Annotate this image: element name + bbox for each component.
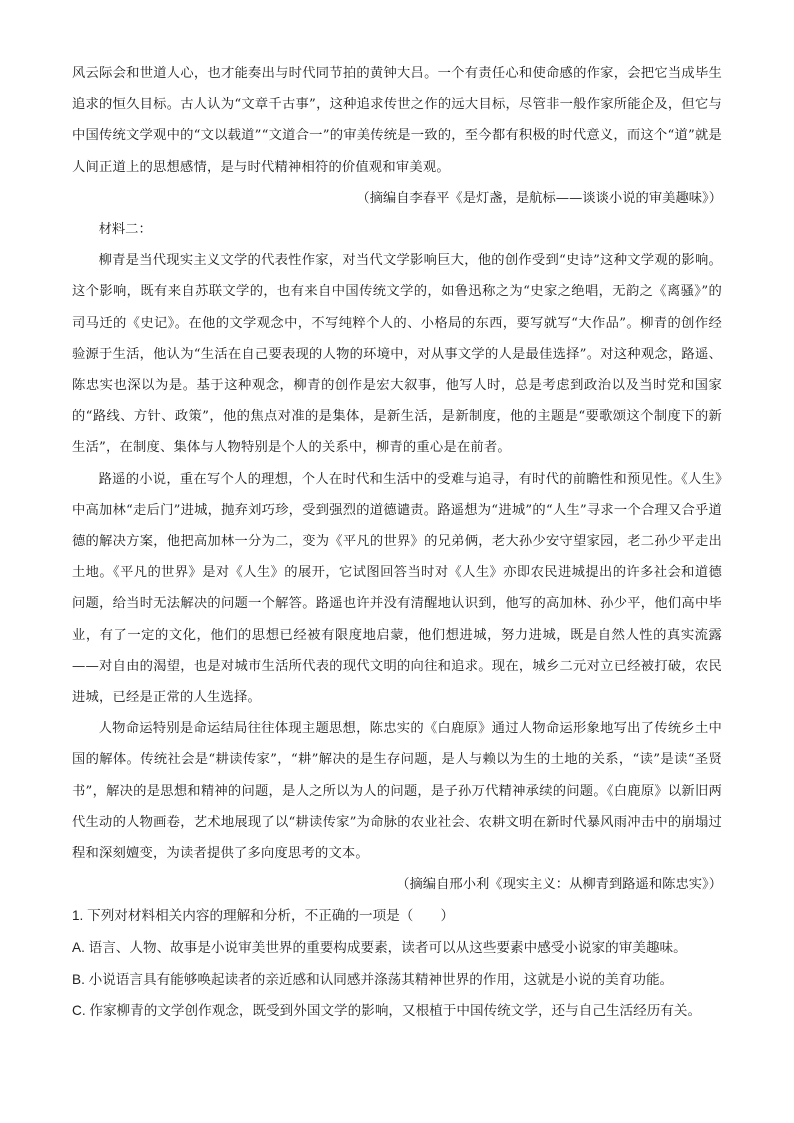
material2-paragraph-liuqing: 柳青是当代现实主义文学的代表性作家，对当代文学影响巨大，他的创作受到“史诗”这种文学观的影响。这个影响，既有来自苏联文学的，也有来自中国传统文学的，如鲁迅称之为“史家之绝唱，无韵之《离骚》”的司马迁的《史记》。在他的文学观念中，不写纯粹个人的、小格局的东西，要写就写“大作品”。柳青的创作经验源于生活，他认为“生活在自己要表现的人物的环境中，对从事文学的人是最佳选择”。对这种观念，路遥、陈忠实也深以为是。基于这种观念，柳青的创作是宏大叙事，他写人时，总是考虑到政治以及当时党和国家的“路线、方针、政策”，他的焦点对准的是集体，是新生活，是新制度，他的主题是“要歌颂这个制度下的新生活”，在制度、集体与人物特别是个人的关系中，柳青的重心是在前者。 xyxy=(72,253,722,456)
material1-source-citation: （摘编自李春平《是灯盏，是航标——谈谈小说的审美趣味》） xyxy=(356,190,722,206)
document-page xyxy=(72,58,722,1027)
material1-closing-paragraph: 风云际会和世道人心，也才能奏出与时代同节拍的黄钟大吕。一个有责任心和使命感的作家，会把它当成毕生追求的恒久目标。古人认为“文章千古事”，这种追求传世之作的远大目标，尽管非一般作家所能企及，但它与中国传统文学观中的“文以载道”“文道合一”的审美传统是一致的，至今都有积极的时代意义，而这个“道”就是人间正道上的思想感情，是与时代精神相符的价值观和审美观。 xyxy=(72,66,722,175)
question-1-option-c: C. 作家柳青的文学创作观念，既受到外国文学的影响，又根植于中国传统文学，还与自己生活经历有关。 xyxy=(72,1003,702,1019)
question-1-stem: 1. 下列对材料相关内容的理解和分析，不正确的一项是（ ） xyxy=(72,908,455,924)
question-1-option-b: B. 小说语言具有能够唤起读者的亲近感和认同感并涤荡其精神世界的作用，这就是小说的美育功能。 xyxy=(72,971,674,987)
material2-source-citation: （摘编自邢小利《现实主义：从柳青到路遥和陈忠实》） xyxy=(396,877,722,893)
material2-paragraph-chenzhongshi: 人物命运特别是命运结局往往体现主题思想，陈忠实的《白鹿原》通过人物命运形象地写出了传统乡土中国的解体。传统社会是“耕读传家”，“耕”解决的是生存问题，是人与赖以为生的土地的关系，“读”是读“圣贤书”，解决的是思想和精神的问题，是人之所以为人的问题，是子孙万代精神承续的问题。《白鹿原》以新旧两代生动的人物画卷，艺术地展现了以“耕读传家”为命脉的农业社会、农耕文明在新时代暴风雨冲击中的崩塌过程和深刻嬗变，为读者提供了多向度思考的文本。 xyxy=(72,721,722,862)
question-1-option-a: A. 语言、人物、故事是小说审美世界的重要构成要素，读者可以从这些要素中感受小说家的审美趣味。 xyxy=(72,940,687,956)
material2-paragraph-luyao: 路遥的小说，重在写个人的理想，个人在时代和生活中的受难与追寻，有时代的前瞻性和预见性。《人生》中高加林“走后门”进城，抛弃刘巧珍，受到强烈的道德谴责。路遥想为“进城”的“人生”寻求一个合理又合乎道德的解决方案，他把高加林一分为二，变为《平凡的世界》的兄弟俩，老大孙少安守望家园，老二孙少平走出土地。《平凡的世界》是对《人生》的展开，它试图回答当时对《人生》亦即农民进城提出的许多社会和道德问题，给当时无法解决的问题一个解答。路遥也许并没有清醒地认识到，他写的高加林、孙少平，他们高中毕业，有了一定的文化，他们的思想已经被有限度地启蒙，他们想进城，努力进城，既是自然人性的真实流露——对自由的渴望，也是对城市生活所代表的现代文明的向往和追求。现在，城乡二元对立已经被打破，农民进城，已经是正常的人生选择。 xyxy=(72,471,722,706)
material2-label: 材料二： xyxy=(98,222,152,238)
